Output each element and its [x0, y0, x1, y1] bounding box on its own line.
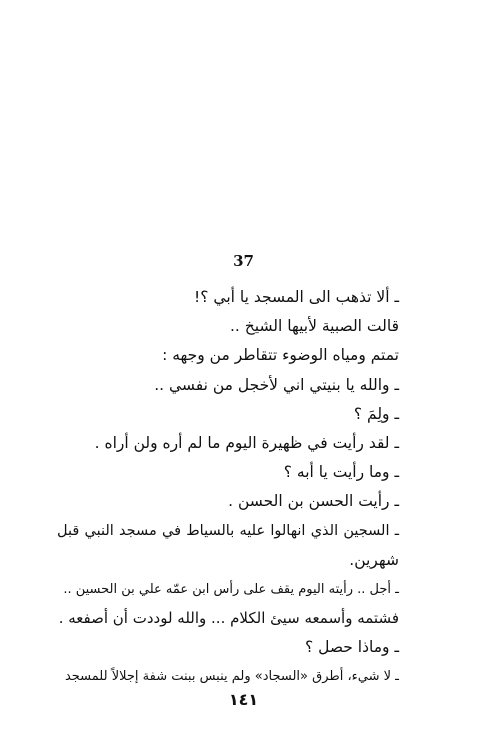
- page-number: ١٤١: [228, 690, 259, 709]
- page-top-marker: 37: [233, 252, 254, 270]
- text-line: ـ لقد رأيت في ظهيرة اليوم ما لم أره ولن أراه .: [94, 433, 399, 452]
- text-line: ـ وما رأيت يا أبه ؟: [283, 463, 399, 482]
- text-line: ـ والله يا بنيتي اني لأخجل من نفسي ..: [154, 375, 399, 394]
- text-line: ـ لا شيء، أطرق «السجاد» ولم ينبس ببنت شفة إجلالاً للمسجد: [64, 669, 399, 685]
- text-line: فشتمه وأسمعه سيئ الكلام ... والله لوددت أن أصفعه .: [58, 609, 399, 628]
- text-line: قالت الصبية لأبيها الشيخ ..: [229, 317, 399, 336]
- text-line: ـ رأيت الحسن بن الحسن .: [228, 492, 399, 511]
- body-text: [57, 283, 399, 692]
- text-line: ـ ولِمَ ؟: [353, 404, 399, 423]
- text-line: ـ السجين الذي انهالوا عليه بالسياط في مسجد النبي قبل: [57, 522, 399, 539]
- text-line: ـ ألا تذهب الى المسجد يا أبي ؟!: [194, 288, 399, 306]
- text-line: ـ وماذا حصل ؟: [304, 638, 399, 657]
- text-line: تمتم ومياه الوضوء تتقاطر من وجهه :: [162, 346, 399, 365]
- text-line: شهرين.: [349, 550, 399, 569]
- text-line: ـ أجل .. رأيته اليوم يقف على رأس ابن عمّه علي بن الحسين ..: [63, 581, 399, 597]
